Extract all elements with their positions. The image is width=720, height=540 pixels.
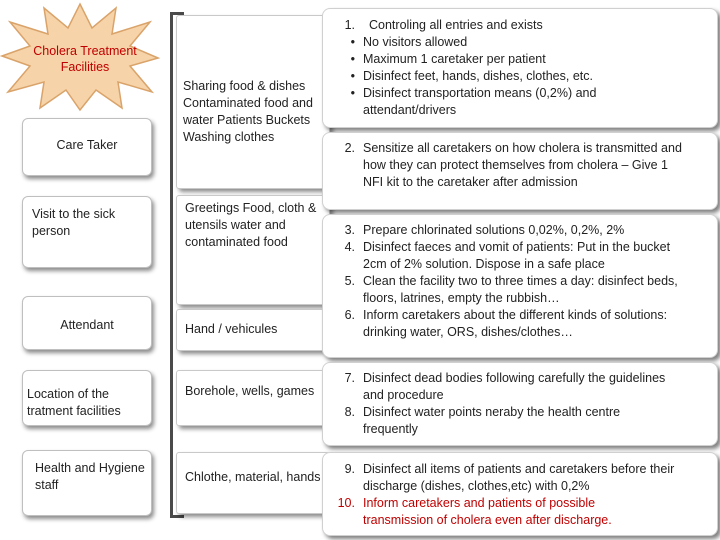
- middle-box-hand: [176, 309, 330, 351]
- list-text: Maximum 1 caretaker per patient: [363, 52, 546, 66]
- burst-label: Cholera Treatment Facilities: [33, 44, 137, 74]
- middle-box-text: Hand / vehicules: [185, 322, 278, 336]
- list-item: [323, 68, 717, 85]
- right-box-sensitize: [322, 132, 718, 210]
- list-item: [323, 273, 717, 307]
- list-text: Disinfect transportation means (0,2%) and attendant/drivers: [363, 86, 597, 117]
- left-box-staff: [22, 450, 152, 516]
- list-item: [323, 370, 717, 404]
- list-marker: 4.: [344, 240, 355, 254]
- list-text: Prepare chlorinated solutions 0,02%, 0,2%, 2%: [363, 223, 625, 237]
- list-text: No visitors allowed: [363, 35, 468, 49]
- middle-box-sharing: [176, 15, 330, 189]
- list-marker: 5.: [344, 274, 355, 288]
- list-text: Disinfect all items of patients and caretakers before their discharge (dishes, clothes,etc) with 0,2%: [363, 462, 675, 493]
- list-marker: 8.: [344, 405, 355, 419]
- list-marker: •: [350, 86, 355, 100]
- left-box-location: [22, 370, 152, 426]
- list-marker: 10.: [337, 496, 355, 510]
- middle-box-borehole: [176, 370, 330, 426]
- left-box-label: Visit to the sick person: [32, 207, 116, 238]
- list-marker: 2.: [344, 141, 355, 155]
- middle-box-text: Greetings Food, cloth & utensils water and contaminated food: [185, 201, 317, 249]
- left-box-label: Attendant: [60, 318, 114, 332]
- left-box-label: Care Taker: [56, 138, 118, 152]
- list-marker: 7.: [344, 371, 355, 385]
- list-item: [323, 307, 717, 341]
- left-box-label: Health and Hygiene staff: [35, 461, 145, 492]
- middle-box-text: Sharing food & dishes Contaminated food and water Patients Buckets Washing clothes: [183, 79, 313, 144]
- list-marker: 9.: [344, 462, 355, 476]
- middle-box-greetings: [176, 195, 330, 305]
- right-box-solutions: [322, 214, 718, 358]
- list-item: [323, 239, 717, 273]
- list-item: [323, 51, 717, 68]
- list-text: Disinfect feet, hands, dishes, clothes, etc.: [363, 69, 593, 83]
- list-item: [323, 17, 717, 34]
- list-marker: •: [350, 52, 355, 66]
- list-marker: 1.: [344, 18, 355, 32]
- list-text: Disinfect dead bodies following carefully the guidelines and procedure: [363, 371, 666, 402]
- list-item: [323, 85, 717, 119]
- left-box-care-taker: [22, 118, 152, 176]
- left-box-label: Location of the tratment facilities: [27, 387, 121, 418]
- list-item: [323, 34, 717, 51]
- list-item: [323, 222, 717, 239]
- list-marker: •: [350, 69, 355, 83]
- middle-box-chlothe: [176, 452, 330, 514]
- list-item: [323, 495, 717, 529]
- left-box-visit: [22, 196, 152, 268]
- list-marker: •: [350, 35, 355, 49]
- right-box-disinfect: [322, 362, 718, 446]
- list-item: [323, 404, 717, 438]
- list-text: Disinfect faeces and vomit of patients: Put in the bucket 2cm of 2% solution. Dispose in a safe place: [363, 240, 671, 271]
- list-marker: 3.: [344, 223, 355, 237]
- list-text: Inform caretakers and patients of possible transmission of cholera even after discharge.: [363, 496, 612, 527]
- right-box-discharge: [322, 452, 718, 536]
- list-text: Sensitize all caretakers on how cholera is transmitted and how they can protect themselves from cholera – Give 1 NFI kit to the caretaker after admission: [363, 141, 682, 189]
- left-box-attendant: [22, 296, 152, 350]
- right-box-entries: [322, 8, 718, 128]
- middle-box-text: Borehole, wells, games: [185, 384, 315, 398]
- list-item: [323, 140, 717, 191]
- list-marker: 6.: [344, 308, 355, 322]
- list-text: Inform caretakers about the different kinds of solutions: drinking water, ORS, dishes/clothes…: [363, 308, 668, 339]
- list-text: Clean the facility two to three times a day: disinfect beds, floors, latrines, empty the rubbish…: [363, 274, 678, 305]
- list-text: Controling all entries and exists: [369, 18, 543, 32]
- list-text: Disinfect water points neraby the health centre frequently: [363, 405, 621, 436]
- list-item: [323, 461, 717, 495]
- middle-box-text: Chlothe, material, hands: [185, 470, 321, 484]
